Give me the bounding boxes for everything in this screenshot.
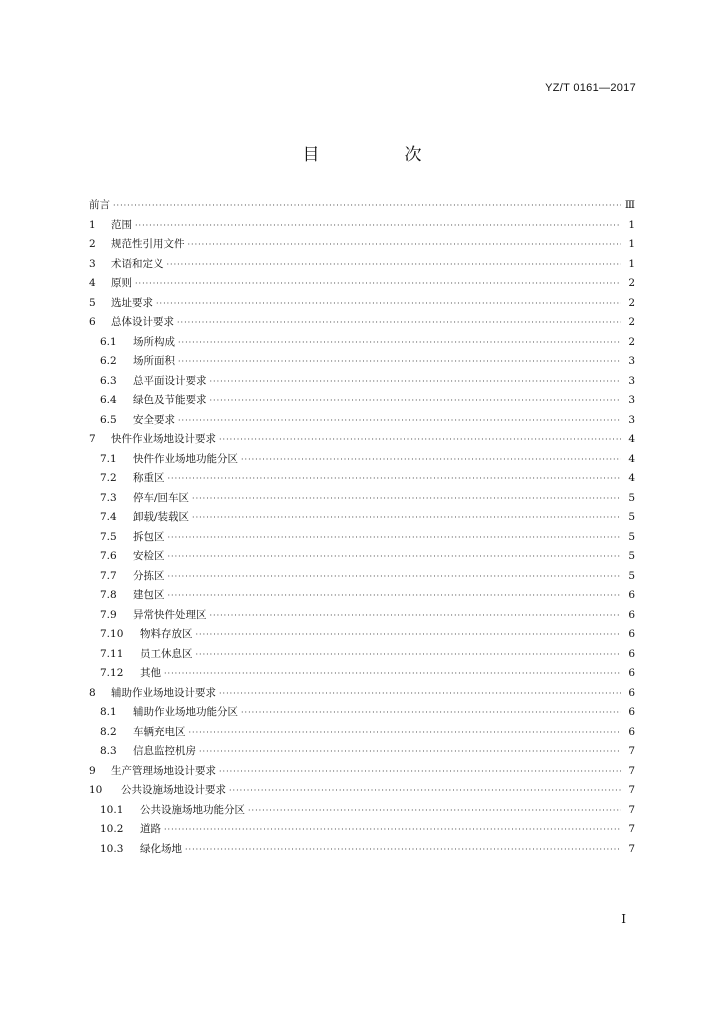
toc-entry[interactable] xyxy=(89,216,635,236)
toc-entry-number: 10 xyxy=(89,784,103,796)
toc-entry-label: 停车/回车区 xyxy=(133,491,190,504)
toc-entry[interactable] xyxy=(89,547,635,567)
dot-leader xyxy=(192,489,621,509)
toc-entry-page: 3 xyxy=(628,374,635,387)
toc-entry-page: 1 xyxy=(628,238,635,250)
dot-leader xyxy=(177,313,621,333)
dot-leader xyxy=(210,606,622,626)
toc-entry-page: 4 xyxy=(628,433,635,445)
dot-leader xyxy=(135,274,621,294)
toc-entry-page: 5 xyxy=(628,491,635,504)
toc-entry[interactable] xyxy=(89,606,635,626)
toc-entry-number: 3 xyxy=(89,257,96,270)
dot-leader xyxy=(219,684,621,704)
toc-entry-number: 6.3 xyxy=(100,374,117,387)
dot-leader xyxy=(241,703,621,723)
toc-entry-number: 7.8 xyxy=(100,589,117,601)
toc-entry[interactable] xyxy=(89,723,635,743)
toc-entry-label: 辅助作业场地设计要求 xyxy=(111,686,216,699)
dot-leader xyxy=(219,430,621,450)
toc-entry[interactable] xyxy=(89,411,635,431)
toc-entry-page: 3 xyxy=(628,394,635,406)
toc-entry-page: 7 xyxy=(628,823,635,835)
toc-entry-label: 原则 xyxy=(111,277,132,289)
toc-entry-number: 2 xyxy=(89,238,96,250)
toc-entry-label: 车辆充电区 xyxy=(133,725,186,738)
toc-entry-number: 7.11 xyxy=(100,647,124,660)
toc-entry-page: 5 xyxy=(628,569,635,582)
toc-entry-number: 6.4 xyxy=(100,394,117,406)
toc-entry-label: 快件作业场地设计要求 xyxy=(111,433,216,445)
toc-entry-number: 7.1 xyxy=(100,452,117,465)
toc-entry[interactable] xyxy=(89,196,635,216)
toc-entry-page: 3 xyxy=(628,355,635,367)
dot-leader xyxy=(241,450,621,470)
toc-entry-label: 规范性引用文件 xyxy=(111,238,185,250)
toc-entry-label: 绿化场地 xyxy=(140,842,182,855)
toc-entry-label: 公共设施场地设计要求 xyxy=(121,784,226,796)
toc-entry-page: 6 xyxy=(628,667,635,679)
page-number: I xyxy=(621,912,626,926)
toc-entry-label: 异常快件处理区 xyxy=(133,608,207,621)
toc-entry-page: 2 xyxy=(628,277,635,289)
toc-entry-page: 6 xyxy=(628,589,635,601)
toc-entry-number: 8 xyxy=(89,686,96,699)
toc-entry[interactable] xyxy=(89,469,635,489)
toc-entry[interactable] xyxy=(89,625,635,645)
toc-entry[interactable] xyxy=(89,489,635,509)
toc-entry-label: 范围 xyxy=(111,218,132,231)
toc-entry[interactable] xyxy=(89,664,635,684)
toc-entry-label: 信息监控机房 xyxy=(133,745,196,757)
toc-entry-page: 5 xyxy=(628,530,635,543)
toc-entry-number: 7.5 xyxy=(100,530,117,543)
toc-entry-label: 物料存放区 xyxy=(140,628,193,640)
dot-leader xyxy=(248,801,621,821)
toc-entry[interactable] xyxy=(89,333,635,353)
toc-entry-number: 8.2 xyxy=(100,725,117,738)
toc-entry-page: 5 xyxy=(628,550,635,562)
dot-leader xyxy=(168,469,622,489)
toc-entry-label: 术语和定义 xyxy=(111,257,164,270)
toc-entry-number: 6 xyxy=(89,316,96,328)
toc-entry-label: 其他 xyxy=(140,667,161,679)
toc-entry-label: 员工休息区 xyxy=(140,647,193,660)
toc-entry[interactable] xyxy=(89,255,635,275)
toc-entry[interactable] xyxy=(89,391,635,411)
toc-entry-label: 建包区 xyxy=(133,589,165,601)
toc-entry-page: 5 xyxy=(628,511,635,523)
toc-entry-number: 6.2 xyxy=(100,355,117,367)
dot-leader xyxy=(210,391,622,411)
table-of-contents xyxy=(89,196,635,859)
dot-leader xyxy=(156,294,621,314)
toc-entry-number: 7.6 xyxy=(100,550,117,562)
toc-entry-number: 7.3 xyxy=(100,491,117,504)
toc-entry-page: 2 xyxy=(628,335,635,348)
toc-entry-label: 卸载/装载区 xyxy=(133,511,190,523)
toc-entry-number: 5 xyxy=(89,296,96,309)
toc-entry-page: 6 xyxy=(628,706,635,718)
toc-entry-page: 6 xyxy=(628,725,635,738)
toc-entry-number: 8.3 xyxy=(100,745,117,757)
toc-entry[interactable] xyxy=(89,313,635,333)
toc-entry-number: 8.1 xyxy=(100,706,117,718)
dot-leader xyxy=(196,625,622,645)
dot-leader xyxy=(164,664,621,684)
toc-entry-page: 2 xyxy=(628,316,635,328)
toc-entry-page: 4 xyxy=(628,472,635,484)
toc-entry-page: 3 xyxy=(628,413,635,426)
toc-entry-page: 6 xyxy=(628,608,635,621)
dot-leader xyxy=(164,820,621,840)
toc-entry-label: 安检区 xyxy=(133,550,165,562)
toc-entry-label: 公共设施场地功能分区 xyxy=(140,803,245,816)
toc-entry-page: 7 xyxy=(628,803,635,816)
toc-entry-page: 7 xyxy=(628,764,635,777)
toc-entry[interactable] xyxy=(89,684,635,704)
dot-leader xyxy=(185,840,621,860)
dot-leader xyxy=(199,742,621,762)
toc-entry-page: 1 xyxy=(628,218,635,231)
toc-entry[interactable] xyxy=(89,274,635,294)
toc-entry-page: 2 xyxy=(628,296,635,309)
toc-entry-label: 场所构成 xyxy=(133,335,175,348)
dot-leader xyxy=(168,586,622,606)
toc-entry-label: 分拣区 xyxy=(133,569,165,582)
toc-entry[interactable] xyxy=(89,781,635,801)
toc-entry[interactable] xyxy=(89,450,635,470)
dot-leader xyxy=(178,333,621,353)
dot-leader xyxy=(113,196,621,216)
toc-entry-label: 选址要求 xyxy=(111,296,153,309)
toc-entry-number: 1 xyxy=(89,218,96,231)
toc-entry-label: 总体设计要求 xyxy=(111,316,174,328)
dot-leader xyxy=(189,723,622,743)
toc-entry[interactable] xyxy=(89,645,635,665)
toc-entry-number: 7.7 xyxy=(100,569,117,582)
dot-leader xyxy=(192,508,621,528)
toc-entry[interactable] xyxy=(89,235,635,255)
dot-leader xyxy=(178,411,621,431)
toc-entry-number: 4 xyxy=(89,277,96,289)
toc-entry[interactable] xyxy=(89,703,635,723)
toc-entry-label: 绿色及节能要求 xyxy=(133,394,207,406)
dot-leader xyxy=(188,235,622,255)
dot-leader xyxy=(210,372,622,392)
toc-entry-label: 安全要求 xyxy=(133,413,175,426)
toc-entry-page: 7 xyxy=(628,842,635,855)
toc-entry[interactable] xyxy=(89,801,635,821)
toc-entry-number: 6.1 xyxy=(100,335,117,348)
document-code: YZ/T 0161—2017 xyxy=(545,82,636,94)
toc-entry-label: 前言 xyxy=(89,199,110,211)
toc-entry[interactable] xyxy=(89,508,635,528)
toc-entry[interactable] xyxy=(89,762,635,782)
toc-entry-number: 10.3 xyxy=(100,842,124,855)
toc-entry-page: 6 xyxy=(628,647,635,660)
toc-entry[interactable] xyxy=(89,567,635,587)
toc-entry[interactable] xyxy=(89,586,635,606)
toc-entry[interactable] xyxy=(89,742,635,762)
toc-entry-page: 7 xyxy=(628,784,635,796)
dot-leader xyxy=(135,216,621,236)
dot-leader xyxy=(229,781,621,801)
toc-entry[interactable] xyxy=(89,352,635,372)
toc-entry-number: 10.1 xyxy=(100,803,124,816)
toc-entry-number: 7.9 xyxy=(100,608,117,621)
toc-entry[interactable] xyxy=(89,840,635,860)
toc-entry-number: 9 xyxy=(89,764,96,777)
toc-entry-number: 7.2 xyxy=(100,472,117,484)
toc-entry-page: 6 xyxy=(628,628,635,640)
toc-entry-label: 快件作业场地功能分区 xyxy=(133,452,238,465)
toc-entry-label: 场所面积 xyxy=(133,355,175,367)
toc-entry[interactable] xyxy=(89,430,635,450)
toc-entry-number: 10.2 xyxy=(100,823,124,835)
toc-entry[interactable] xyxy=(89,372,635,392)
toc-entry-page: 4 xyxy=(628,452,635,465)
toc-entry-number: 7.10 xyxy=(100,628,124,640)
toc-entry-label: 道路 xyxy=(140,823,161,835)
toc-title: 目 次 xyxy=(302,145,456,165)
toc-entry-label: 辅助作业场地功能分区 xyxy=(133,706,238,718)
dot-leader xyxy=(167,255,622,275)
toc-entry[interactable] xyxy=(89,294,635,314)
dot-leader xyxy=(219,762,621,782)
toc-entry-label: 拆包区 xyxy=(133,530,165,543)
toc-entry-label: 称重区 xyxy=(133,472,165,484)
toc-entry-label: 生产管理场地设计要求 xyxy=(111,764,216,777)
toc-entry-label: 总平面设计要求 xyxy=(133,374,207,387)
toc-entry-number: 7.12 xyxy=(100,667,124,679)
dot-leader xyxy=(168,567,622,587)
toc-entry-page: Ⅲ xyxy=(624,199,635,211)
toc-entry-number: 6.5 xyxy=(100,413,117,426)
toc-entry[interactable] xyxy=(89,820,635,840)
toc-entry[interactable] xyxy=(89,528,635,548)
toc-entry-number: 7 xyxy=(89,433,96,445)
dot-leader xyxy=(168,547,622,567)
toc-entry-page: 1 xyxy=(628,257,635,270)
toc-entry-page: 6 xyxy=(628,686,635,699)
toc-entry-page: 7 xyxy=(628,745,635,757)
dot-leader xyxy=(178,352,621,372)
dot-leader xyxy=(168,528,622,548)
toc-entry-number: 7.4 xyxy=(100,511,117,523)
dot-leader xyxy=(196,645,622,665)
